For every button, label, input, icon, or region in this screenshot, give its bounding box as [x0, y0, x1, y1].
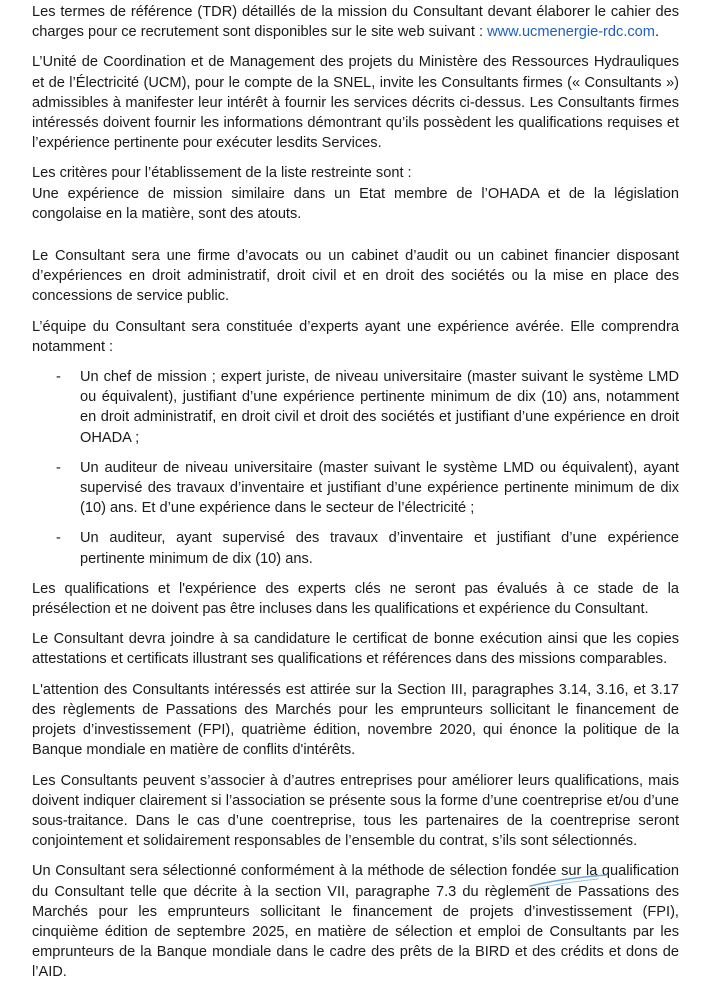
ucm-invitation-paragraph: L’Unité de Coordination et de Management des projets du Ministère des Ressources Hydrauliques et de l’Électricité (UCM), pour le compte de la SNEL, invite les Consultants firmes (« Consultants ») admissibles à manifester leur intérêt à fournir les services décrits ci-dessus. Les Consultants firmes intéressés doivent fournir les informations démontrant qu’ils possèdent les qualifications requises et l’expérience pertinente pour exécuter lesdits Services. — [32, 54, 679, 152]
team-members-list — [32, 367, 679, 569]
signature-stroke — [528, 872, 608, 890]
list-item-text: Un auditeur, ayant supervisé des travaux d’inventaire et justifiant d’une expérience pertinente minimum de dix (10) ans. — [80, 530, 679, 567]
criteria-text: Une expérience de mission similaire dans un Etat membre de l’OHADA et de la législation congolaise en la matière, sont des atouts. — [32, 185, 679, 222]
bullet-dash: - — [56, 530, 61, 547]
list-item — [32, 528, 679, 568]
team-intro-paragraph: L’équipe du Consultant sera constituée d’experts ayant une expérience avérée. Elle comprendra notamment : — [32, 318, 679, 355]
list-item-text: Un auditeur de niveau universitaire (master suivant le système LMD ou équivalent), ayant supervisé des travaux d’inventaire et justifiant d’une expérience pertinente minimum de dix (10) ans. Et d’une expérience dans le secteur de l’électricité ; — [80, 459, 679, 517]
tdr-period: . — [654, 24, 660, 41]
shortlist-criteria-paragraph — [32, 163, 679, 224]
conflict-of-interest-paragraph: L'attention des Consultants intéressés est attirée sur la Section III, paragraphes 3.14, 3.16, et 3.17 des règlements de Passations des Marchés pour les emprunteurs sollicitant le financement de projets d’investissement (FPI), quatrième édition, novembre 2020, qui énonce la politique de la Banque mondiale en matière de conflits d'intérêts. — [32, 681, 679, 759]
website-link[interactable]: www.ucmenergie-rdc.com — [487, 24, 655, 41]
bullet-dash: - — [56, 369, 61, 386]
consultant-profile-paragraph: Le Consultant sera une firme d’avocats ou un cabinet d’audit ou un cabinet financier disposant d’expériences en droit administratif, droit civil et en droit des sociétés ou la mise en place des concessions de service public. — [32, 248, 679, 305]
criteria-heading: Les critères pour l’établissement de la liste restreinte sont : — [32, 165, 412, 182]
tdr-paragraph — [32, 2, 679, 42]
selection-method-paragraph: Un Consultant sera sélectionné conformément à la méthode de sélection fondée sur la qualification du Consultant telle que décrite à la section VII, paragraphe 7.3 du règlement de Passations des Marchés pour les emprunteurs sollicitant le financement de projets d’investissement (FPI), cinquième édition de septembre 2025, en matière de sélection et emploi de Consultants par les emprunteurs de la Banque mondiale dans le cadre des prêts de la BIRD et des crédits et dons de l’AID. — [32, 863, 679, 981]
certificates-paragraph: Le Consultant devra joindre à sa candidature le certificat de bonne exécution ainsi que les copies attestations et certificats illustrant ses qualifications et références dans des missions comparables. — [32, 631, 679, 668]
association-paragraph: Les Consultants peuvent s’associer à d’autres entreprises pour améliorer leurs qualifications, mais doivent indiquer clairement si l’association se présente sous la forme d’une coentreprise et/ou d’une sous-traitance. Dans le cas d’une coentreprise, tous les partenaires de la coentreprise seront conjointement et solidairement responsables de l’ensemble du contrat, s’ils sont sélectionnés. — [32, 772, 679, 850]
list-item-text: Un chef de mission ; expert juriste, de niveau universitaire (master suivant le système LMD ou équivalent), justifiant d’une expérience pertinente minimum de dix (10) ans, notamment en droit administratif, en droit civil et droit des sociétés et justifiant d’une expérience en droit OHADA ; — [80, 369, 679, 446]
tdr-text: Les termes de référence (TDR) détaillés de la mission du Consultant devant élaborer le cahier des charges pour ce recrutement sont disponibles sur le site web suivant : — [32, 4, 679, 41]
key-experts-paragraph: Les qualifications et l'expérience des experts clés ne seront pas évalués à ce stade de la présélection et ne doivent pas être incluses dans les qualifications et expérience du Consultant. — [32, 580, 679, 618]
list-item — [32, 367, 679, 448]
document-page — [32, 2, 679, 993]
list-item — [32, 458, 679, 519]
bullet-dash: - — [56, 459, 61, 476]
